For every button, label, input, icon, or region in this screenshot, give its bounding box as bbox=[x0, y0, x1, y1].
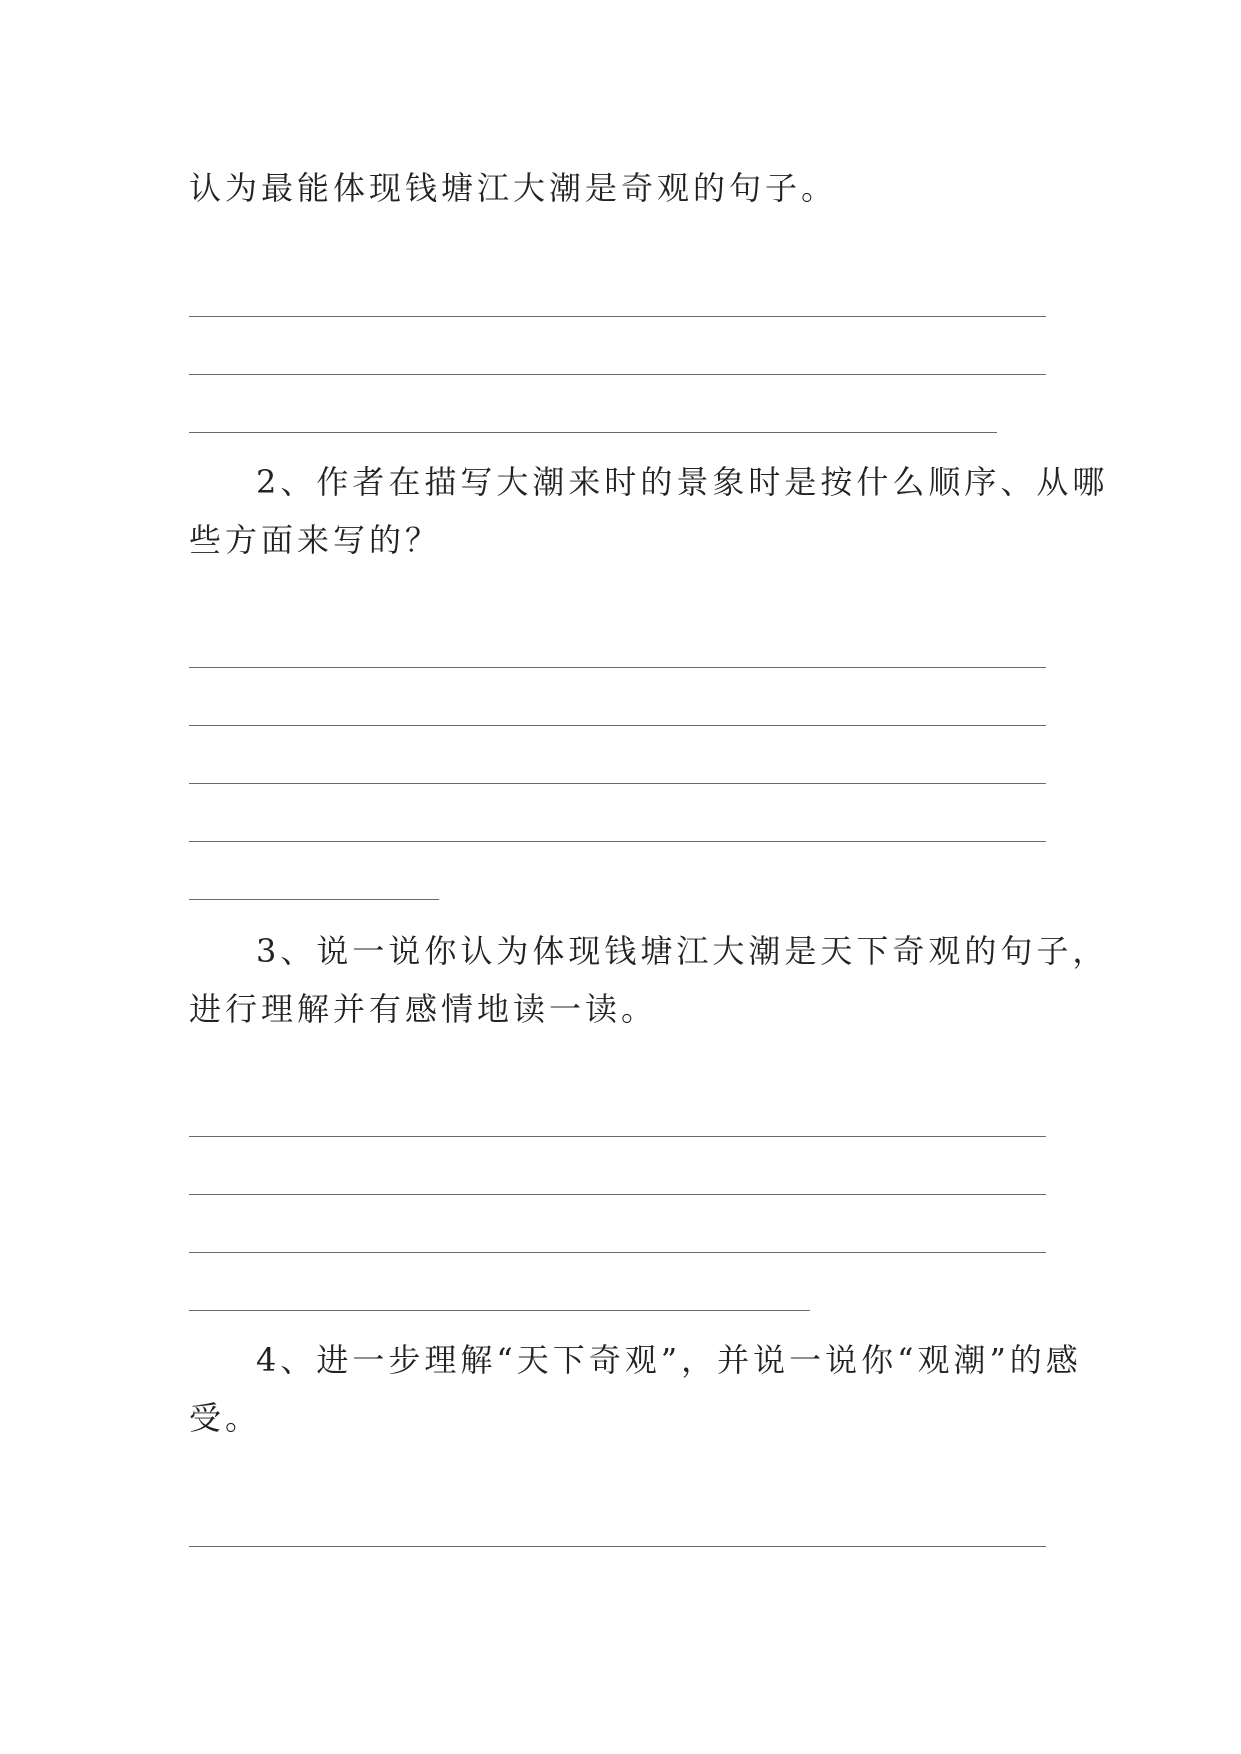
question-3-line-2: 进行理解并有感情地读一读。 bbox=[189, 990, 658, 1028]
question-2-line-1: 2、作者在描写大潮来时的景象时是按什么顺序、从哪 bbox=[256, 463, 1109, 501]
answer-line bbox=[189, 1194, 1046, 1195]
answer-line bbox=[189, 899, 439, 900]
question-3-line-1: 3、说一说你认为体现钱塘江大潮是天下奇观的句子， bbox=[256, 932, 1109, 970]
question-1-tail: 认为最能体现钱塘江大潮是奇观的句子。 bbox=[189, 169, 838, 207]
answer-line bbox=[189, 1252, 1046, 1253]
question-4-line-1: 4、进一步理解“天下奇观”，并说一说你“观潮”的感 bbox=[256, 1341, 1082, 1379]
answer-line bbox=[189, 841, 1046, 842]
answer-line bbox=[189, 1136, 1046, 1137]
answer-line bbox=[189, 783, 1046, 784]
answer-line bbox=[189, 374, 1046, 375]
answer-line bbox=[189, 432, 997, 433]
answer-line bbox=[189, 1546, 1046, 1547]
answer-line bbox=[189, 667, 1046, 668]
answer-line bbox=[189, 1310, 810, 1311]
answer-line bbox=[189, 316, 1046, 317]
question-2-line-2: 些方面来写的？ bbox=[189, 521, 442, 559]
answer-line bbox=[189, 725, 1046, 726]
question-4-line-2: 受。 bbox=[189, 1399, 262, 1437]
